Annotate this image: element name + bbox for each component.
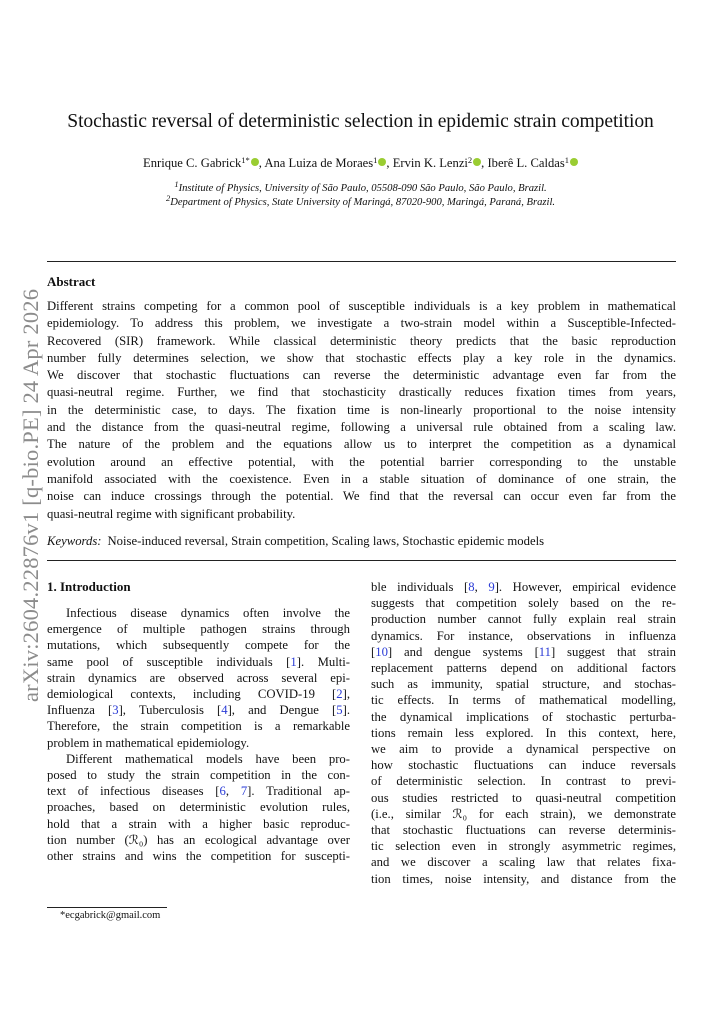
body-line: suggests that competition solely based on the re- [371,596,676,611]
abstract-line: quasi-neutral regime with significant probability. [47,506,296,521]
body-line: ble individuals [8, 9]. However, empirical evidence [371,580,676,594]
author-name: Enrique C. Gabrick [143,156,242,170]
author-name: Ana Luiza de Moraes [264,156,374,170]
affiliation-text: Department of Physics, State University of Maringá, 87020-900, Maringá, Paraná, Brazil. [170,197,556,208]
body-line: dynamics. For instance, observations in influenza [371,628,676,643]
orcid-icon[interactable] [251,158,259,166]
abstract-line: We discover that stochastic fluctuations can reverse the deterministic advantage even far from the [47,368,676,383]
body-line: tic selection even in strongly asymmetric regimes, [371,839,676,854]
body-line: Therefore, the strain competition is a remarkable [47,719,350,734]
body-line: such as immunity, spatial structure, and stochas- [371,677,676,692]
body-line: Infectious disease dynamics often involve the [66,606,350,620]
author-affiliation-mark: 1* [241,155,250,165]
affiliation-text: Institute of Physics, University of São Paulo, 05508-090 São Paulo, São Paulo, Brazil. [178,183,547,194]
abstract-line: The nature of the problem and the equations allow us to interpret the competition as a dynamical [47,437,676,452]
body-line: emergence of multiple pathogen strains through [47,622,350,637]
affiliation-mark: 1 [174,179,179,189]
abstract-body [47,298,676,523]
body-line: the dynamical implications of stochastic perturba- [371,709,676,724]
abstract-heading: Abstract [47,274,96,289]
abstract-line: evolution around an effective potential, with the potential barrier corresponding to the unstable [47,454,676,469]
body-line: strain dynamics are observed across several epi- [47,670,350,685]
body-line: tic effects. In terms of mathematical modelling, [371,693,676,708]
divider [47,560,676,561]
author-list: Enrique C. Gabrick$^{1*}$ , Ana Luiza de Moraes$^1$ , Ervin K. Lenzi$^2$ , Iberê L. Caldas$^1$ [0,155,721,171]
body-line: production number cannot fully explain real strain [371,612,676,627]
orcid-icon[interactable] [378,158,386,166]
author-name: Iberê L. Caldas [487,156,565,170]
arxiv-stamp [19,282,43,702]
body-line: (i.e., similar ℛ₀ for each strain), we demonstrate [371,806,676,821]
body-line: tion times, noise intensity, and distance from the [371,871,676,886]
affiliation-mark: 2 [165,193,171,203]
body-line: hold that a strain with a higher basic reproduc- [47,816,350,831]
abstract-line: noise can induce crossings through the potential. We find that the reversal can occur even far from the [47,489,676,504]
paper-title: Stochastic reversal of deterministic selection in epidemic strain competition [67,111,654,132]
left-column [47,605,350,864]
abstract-line: number fully determines selection, we show that stochastic effects play a key role in the dynamics. [47,350,676,365]
affiliation [0,179,721,194]
body-line: [10] and dengue systems [11] suggest that strain [371,644,676,659]
abstract-line: in the deterministic case, to days. The fixation time is non-linearly proportional to the noise intensity [47,402,676,417]
footnote-email[interactable]: *ecgabrick@gmail.com [60,910,161,921]
body-line: of deterministic selection. In contrast to previ- [371,774,676,789]
affiliation [0,193,721,208]
abstract-line: Different strains competing for a common pool of susceptible individuals is a key problem in mathematical [47,299,676,313]
body-line: tions remain less explored. In this context, here, [371,725,676,740]
body-line: same pool of susceptible individuals [1]. Multi- [47,654,350,669]
body-line: how stochastic fluctuations can induce reversals [371,758,676,773]
abstract-line: manifold associated with the coexistence. Even in a stable situation of dominance of one strain, the [47,471,676,486]
abstract-line: quasi-neutral regime. Further, we find that stochasticity drastically reduces fixation times from years, [47,385,676,400]
abstract-line: and the distance from the quasi-neutral regime, following a universal rule obtained from a scaling law. [47,420,676,435]
body-line: posed to study the strain competition in the con- [47,768,350,783]
body-line: Influenza [3], Tuberculosis [4], and Dengue [5]. [47,703,350,718]
body-line: problem in mathematical epidemiology. [47,735,250,750]
body-line: ous studies restricted to quasi-neutral competition [371,790,676,805]
section-heading: 1. Introduction [47,579,131,594]
body-line: other strains and wins the competition for suscepti- [47,849,350,864]
author-affiliation-mark: 2 [467,155,473,165]
body-line: Different mathematical models have been pro- [66,751,350,766]
body-line: we aim to provide a dynamical perspective on [371,742,676,757]
body-line: text of infectious diseases [6, 7]. Traditional ap- [47,784,350,799]
footnote-rule [47,907,167,908]
author-name: Ervin K. Lenzi [392,156,468,170]
orcid-icon[interactable] [473,158,481,166]
orcid-icon[interactable] [570,158,578,166]
divider [47,261,676,262]
author-affiliation-mark: 1 [373,155,378,165]
body-line: and we discover a scaling law that relates fixa- [371,855,676,870]
arxiv-identifier[interactable]: arXiv:2604.22876v1 [q-bio.PE] 24 Apr 2026 [18,288,43,702]
abstract-line: epidemiology. To address this problem, we investigate a two-strain model within a Susceptible-Infected- [47,316,676,331]
body-line: demiological contexts, including COVID-19 [2], [47,687,350,702]
body-line: proaches, based on deterministic evolution rules, [47,800,350,815]
keywords-label: Keywords: [47,534,102,548]
abstract-line: Recovered (SIR) framework. While classical deterministic theory predicts that the basic reproduction [47,333,676,348]
author-affiliation-mark: 1 [564,155,569,165]
keywords-text: Noise-induced reversal, Strain competition, Scaling laws, Stochastic epidemic models [107,534,545,548]
body-line: replacement patterns depend on additional factors [371,661,676,676]
body-line: mutations, which subsequently compete for the [47,638,350,653]
right-column [371,579,676,887]
keywords [47,534,544,549]
body-line: tion number (ℛ₀) has an ecological advantage over [47,832,350,847]
body-line: that stochastic fluctuations can reverse determinis- [371,823,676,838]
